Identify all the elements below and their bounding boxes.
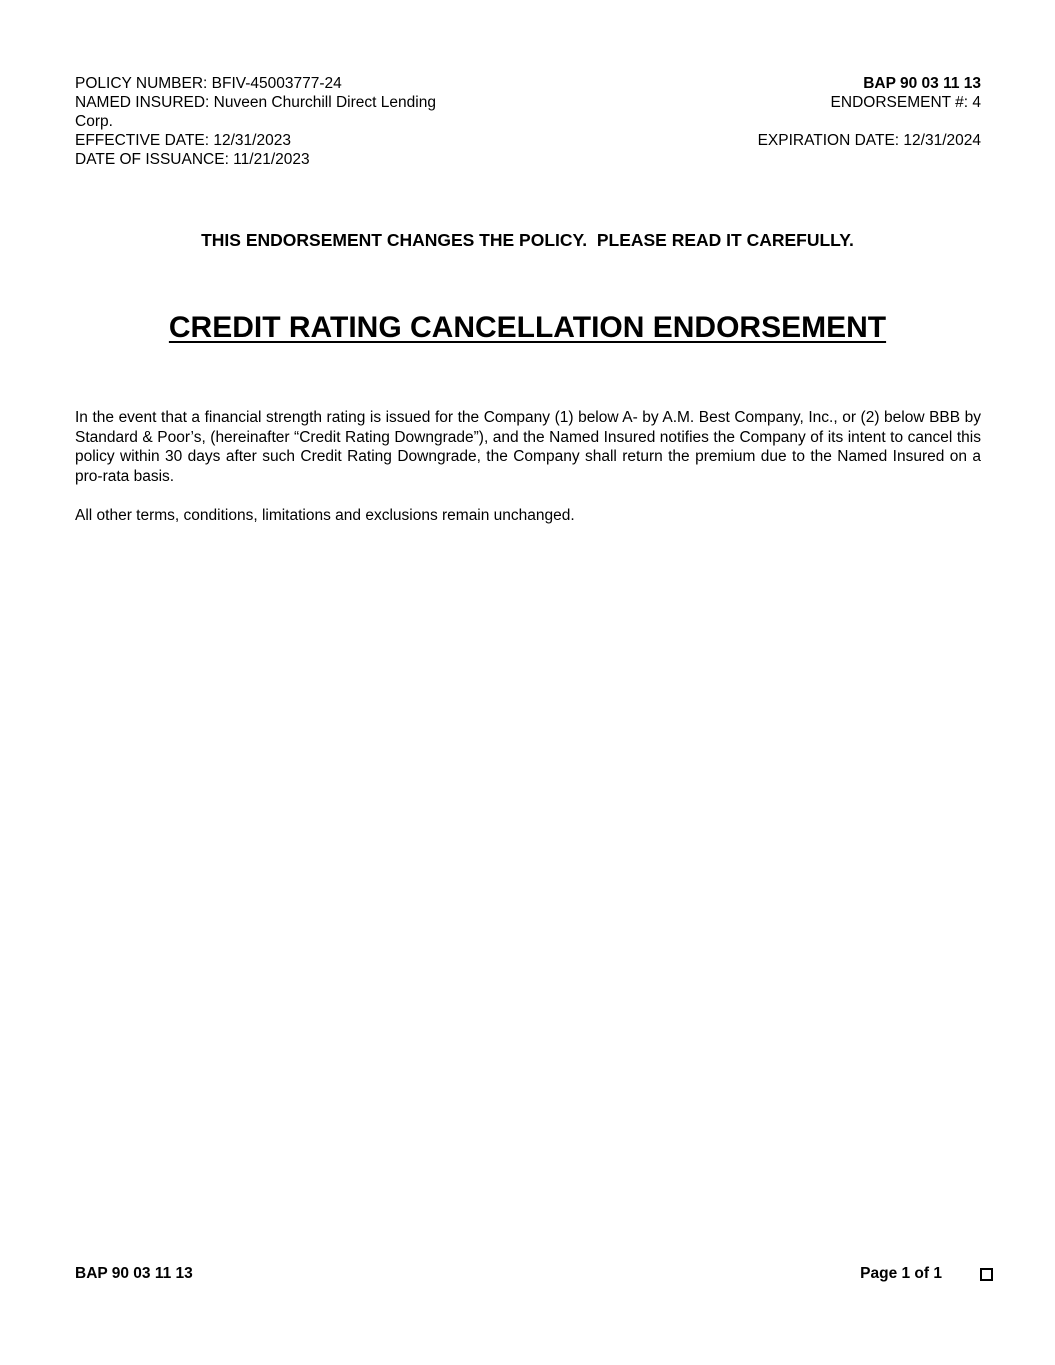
named-insured-line1: NAMED INSURED: Nuveen Churchill Direct Lending: [75, 94, 436, 111]
page-number: Page 1 of 1: [860, 1265, 942, 1282]
endorsement-body: [75, 408, 981, 546]
policy-header: [75, 74, 981, 169]
date-of-issuance: DATE OF ISSUANCE: 11/21/2023: [75, 151, 310, 168]
form-code-top: BAP 90 03 11 13: [863, 75, 981, 92]
effective-date: EFFECTIVE DATE: 12/31/2023: [75, 132, 291, 149]
endorsement-number: ENDORSEMENT #: 4: [830, 94, 981, 111]
page-footer: [75, 1265, 993, 1283]
named-insured: [75, 93, 505, 131]
named-insured-line2: Corp.: [75, 113, 113, 130]
expiration-date: EXPIRATION DATE: 12/31/2024: [757, 132, 981, 149]
policy-number: POLICY NUMBER: BFIV-45003777-24: [75, 75, 342, 92]
body-paragraph-2: All other terms, conditions, limitations and exclusions remain unchanged.: [75, 507, 575, 524]
endorsement-notice: THIS ENDORSEMENT CHANGES THE POLICY. PLEASE READ IT CAREFULLY.: [201, 230, 854, 250]
body-paragraph-1: In the event that a financial strength rating is issued for the Company (1) below A- by A.M. Best Company, Inc., or (2) below BBB by Standard & Poor’s, (hereinafter “Credit Rating Downgrade”), and the Named Insured notifies the Company of its intent to cancel this policy within 30 days after such Credit Rating Downgrade, the Company shall return the premium due to the Named Insured on a pro-rata basis.: [75, 409, 981, 485]
footer-form-code: BAP 90 03 11 13: [75, 1265, 193, 1282]
document-title: CREDIT RATING CANCELLATION ENDORSEMENT: [168, 311, 887, 344]
square-box-icon: [980, 1268, 993, 1281]
